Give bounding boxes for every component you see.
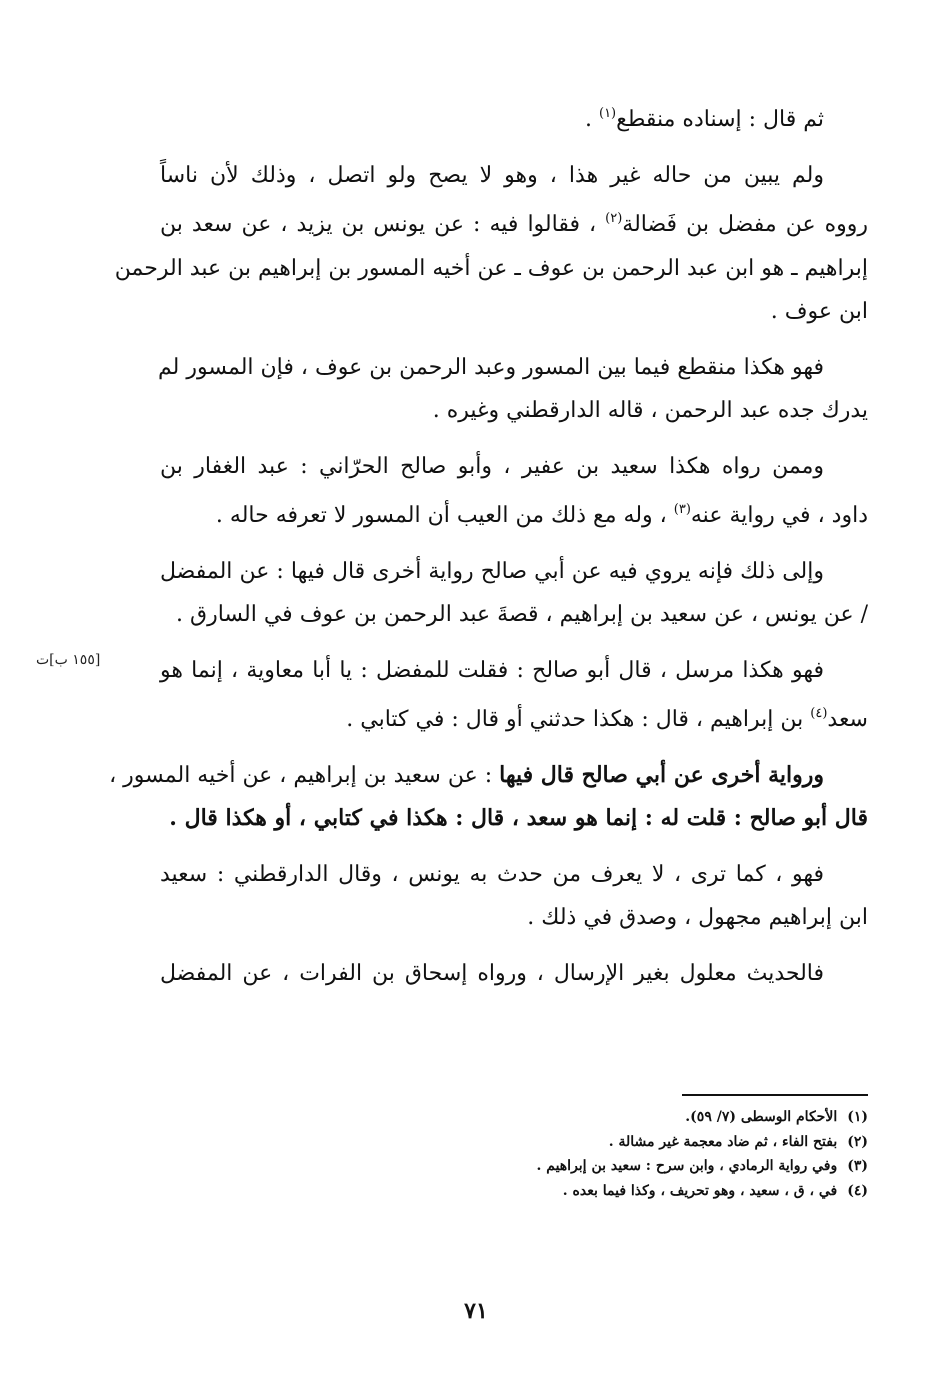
footnote-3 <box>300 1154 868 1179</box>
footnote-text: الأحكام الوسطى (٧/ ٥٩). <box>685 1109 838 1125</box>
paragraph-2 <box>114 154 868 334</box>
text-line: قال أبو صالح : قلت له : إنما هو سعد ، قال : هكذا في كتابي ، أو هكذا قال . <box>169 805 868 831</box>
text-line: فالحديث معلول بغير الإرسال ، ورواه إسحاق بن الفرات ، عن المفضل <box>160 960 824 986</box>
paragraph-7 <box>109 754 868 841</box>
footnote-4 <box>300 1179 868 1204</box>
text-line <box>160 488 868 538</box>
main-text <box>109 92 868 1007</box>
text-line: ابن عوف . <box>770 299 868 324</box>
text-line: فهو ، كما ترى ، لا يعرف من حدث به يونس ، وقال الدارقطني : سعيد <box>160 861 824 887</box>
footnote-ref-4[interactable]: (٤) <box>810 706 828 721</box>
text-segment: ، فقالوا فيه : عن يونس بن يزيد ، عن سعد بن <box>160 212 606 237</box>
footnote-number: (٤) <box>847 1182 868 1199</box>
text-line: / عن يونس ، عن سعيد بن إبراهيم ، قصةَ عبد الرحمن بن عوف في السارق . <box>176 602 868 627</box>
footnote-text: بفتح الفاء ، ثم ضاد معجمة غير مشالة . <box>608 1133 838 1150</box>
footnote-text: في ، ق ، سعيد ، وهو تحريف ، وكذا فيما بعده . <box>562 1182 838 1199</box>
footnotes <box>300 1105 868 1203</box>
footnote-ref-3[interactable]: (٣) <box>673 502 691 517</box>
page-number: ٧١ <box>464 1298 488 1324</box>
text-segment: : عن سعيد بن إبراهيم ، عن أخيه المسور ، <box>109 762 500 788</box>
text-segment: بن إبراهيم ، قال : هكذا حدثني أو قال : في كتابي . <box>346 707 811 732</box>
text-segment: ، وله مع ذلك من العيب أن المسور لا تعرفه حاله . <box>215 503 674 528</box>
text-segment: داود ، في رواية عنه <box>690 503 868 528</box>
text-line <box>160 92 868 142</box>
footnote-2 <box>300 1130 868 1155</box>
text-segment: . <box>584 107 599 132</box>
paragraph-4 <box>160 445 868 538</box>
footnote-number: (٣) <box>847 1158 868 1174</box>
text-line: ولم يبين من حاله غير هذا ، وهو لا يصح ولو اتصل ، وذلك لأن ناساً <box>160 162 824 188</box>
text-line <box>160 692 868 742</box>
margin-folio-note: [١٥٥ ب]ت <box>36 652 101 668</box>
text-line: وممن رواه هكذا سعيد بن عفير ، وأبو صالح الحرّاني : عبد الغفار بن <box>160 453 824 479</box>
paragraph-8 <box>160 853 868 940</box>
footnote-number: (١) <box>847 1109 868 1125</box>
text-segment: سعد <box>827 707 868 732</box>
text-segment: ثم قال : إسناده منقطع <box>616 107 824 132</box>
text-line <box>160 197 868 247</box>
paragraph-1 <box>160 92 868 142</box>
paragraph-3 <box>160 346 868 433</box>
text-line: وإلى ذلك فإنه يروي فيه عن أبي صالح رواية أخرى قال فيها : عن المفضل <box>160 558 824 584</box>
bold-segment: ورواية أخرى عن أبي صالح قال فيها <box>499 761 824 788</box>
text-line: ابن إبراهيم مجهول ، وصدق في ذلك . <box>527 905 868 930</box>
footnote-1 <box>300 1105 868 1130</box>
paragraph-5 <box>160 550 868 637</box>
footnote-text: وفي رواية الرمادي ، وابن سرح : سعيد بن إبراهيم . <box>536 1158 838 1174</box>
text-segment: رووه عن مفضل بن فَضالة <box>622 212 868 237</box>
text-line <box>109 754 868 798</box>
footnote-separator <box>682 1094 868 1096</box>
text-line: فهو هكذا مرسل ، قال أبو صالح : فقلت للمفضل : يا أبا معاوية ، إنما هو <box>160 657 824 683</box>
footnote-ref-1[interactable]: (١) <box>598 106 617 121</box>
paragraph-6 <box>160 649 868 742</box>
footnote-ref-2[interactable]: (٢) <box>605 211 623 226</box>
paragraph-9 <box>160 952 868 996</box>
text-line: إبراهيم ـ هو ابن عبد الرحمن بن عوف ـ عن أخيه المسور بن إبراهيم بن عبد الرحمن <box>114 255 868 281</box>
text-line: فهو هكذا منقطع فيما بين المسور وعبد الرحمن بن عوف ، فإن المسور لم <box>158 354 824 380</box>
text-line: يدرك جده عبد الرحمن ، قاله الدارقطني وغيره . <box>432 398 868 423</box>
footnote-number: (٢) <box>847 1133 868 1150</box>
